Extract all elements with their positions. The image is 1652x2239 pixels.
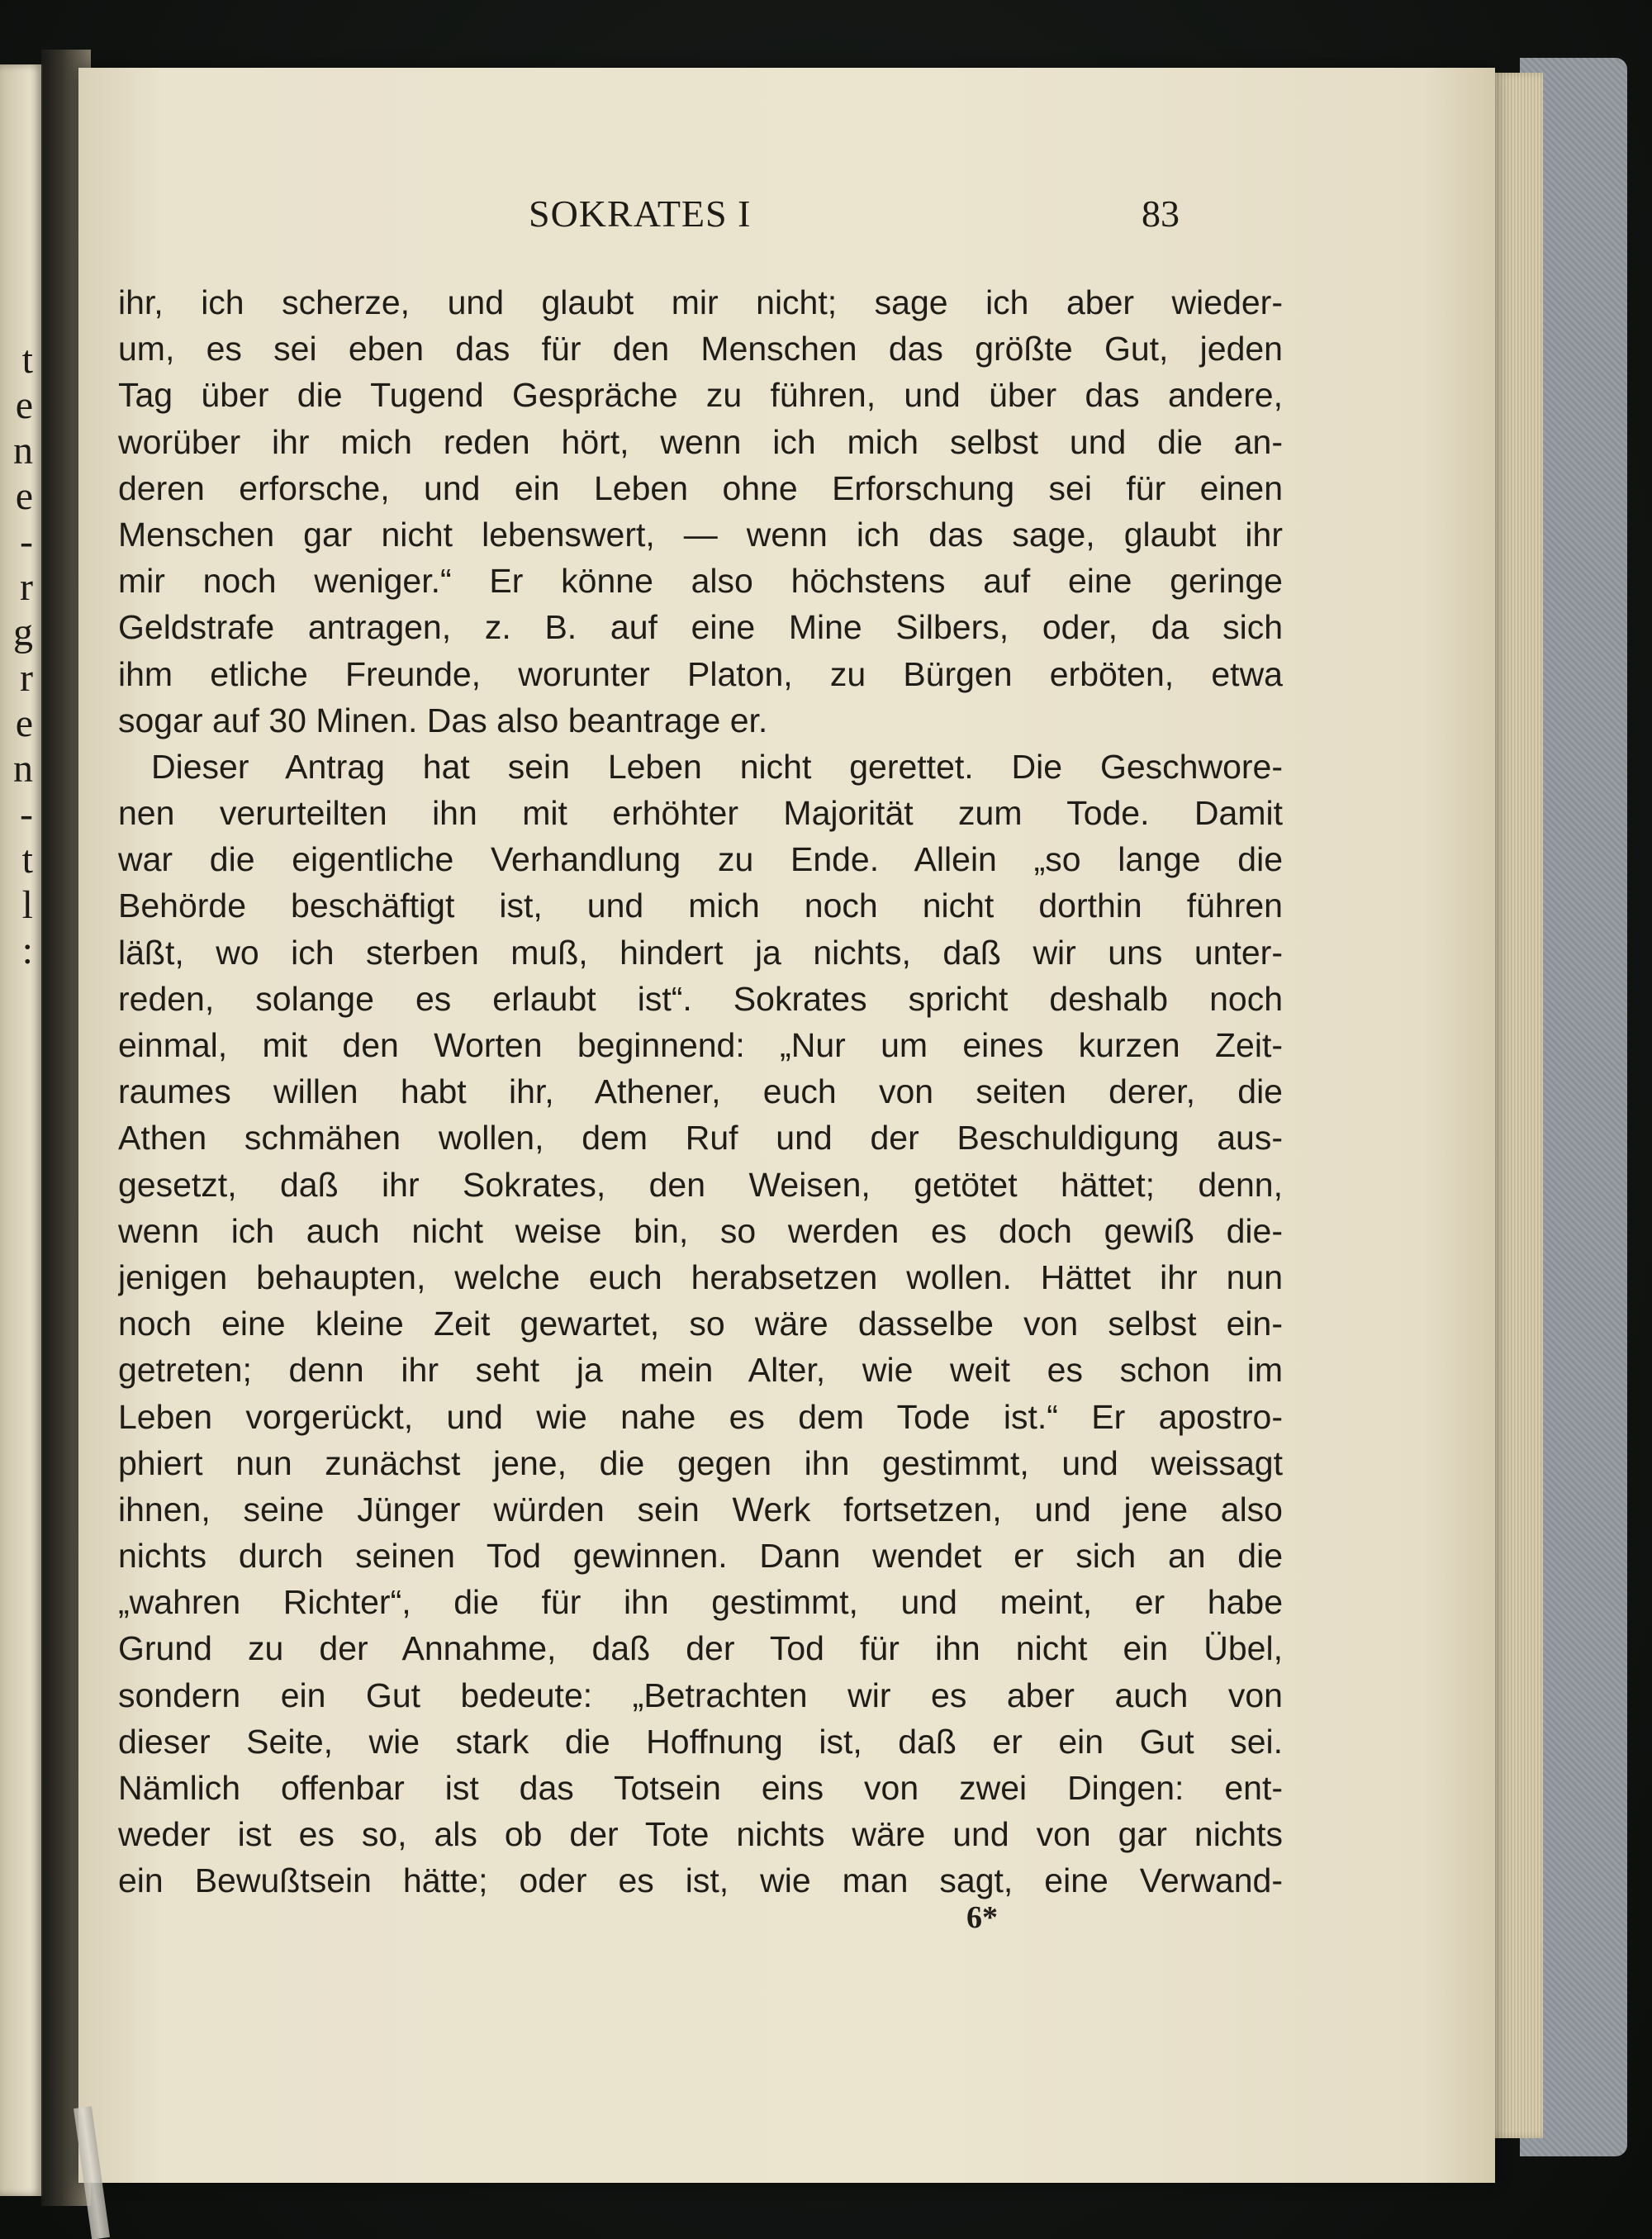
text-line: Tag über die Tugend Gespräche zu führen, und über das andere, — [118, 376, 1283, 415]
text-line: phiert nun zunächst jene, die gegen ihn gestimmt, und weissagt — [118, 1443, 1283, 1482]
text-line: reden, solange es erlaubt ist“. Sokrates spricht deshalb noch — [118, 979, 1283, 1018]
running-head-title: SOKRATES I — [529, 193, 752, 235]
left-edge-glyph: - — [20, 792, 33, 836]
text-line: Nämlich offenbar ist das Totsein eins von zwei Dingen: ent- — [118, 1769, 1283, 1807]
text-line: Geldstrafe antragen, z. B. auf eine Mine Silbers, oder, da sich — [118, 608, 1283, 647]
text-line: Grund zu der Annahme, daß der Tod für ihn nicht ein Übel, — [118, 1629, 1283, 1668]
left-edge-glyph: g — [13, 611, 33, 654]
text-line: ihm etliche Freunde, worunter Platon, zu Bürgen erböten, etwa — [118, 654, 1283, 693]
text-line: wenn ich auch nicht weise bin, so werden es doch gewiß die- — [118, 1211, 1283, 1250]
left-edge-glyph: : — [21, 929, 33, 972]
left-edge-glyph: e — [15, 701, 33, 745]
text-line: läßt, wo ich sterben muß, hindert ja nichts, daß wir uns unter- — [118, 933, 1283, 972]
left-edge-glyph: n — [13, 747, 33, 791]
text-line: getreten; denn ihr seht ja mein Alter, wie weit es schon im — [118, 1351, 1283, 1390]
text-line: noch eine kleine Zeit gewartet, so wäre dasselbe von selbst ein- — [118, 1305, 1283, 1343]
text-line: ein Bewußtsein hätte; oder es ist, wie man sagt, eine Verwand- — [118, 1861, 1283, 1900]
body-text — [118, 279, 1283, 1904]
text-line: Behörde beschäftigt ist, und mich noch nicht dorthin führen — [118, 887, 1283, 925]
text-line: sondern ein Gut bedeute: „Betrachten wir es aber auch von — [118, 1676, 1283, 1714]
text-line: mir noch weniger.“ Er könne also höchstens auf eine geringe — [118, 562, 1283, 601]
left-edge-glyph: r — [20, 656, 33, 700]
paragraph — [118, 279, 1283, 744]
text-line: um, es sei eben das für den Menschen das größte Gut, jeden — [118, 330, 1283, 368]
text-line: einmal, mit den Worten beginnend: „Nur um eines kurzen Zeit- — [118, 1026, 1283, 1064]
text-line: deren erforsche, und ein Leben ohne Erforschung sei für einen — [118, 468, 1283, 507]
text-line: worüber ihr mich reden hört, wenn ich mich selbst und die an- — [118, 422, 1283, 461]
text-line: dieser Seite, wie stark die Hoffnung ist, daß er ein Gut sei. — [118, 1722, 1283, 1761]
text-line: ihnen, seine Jünger würden sein Werk fortsetzen, und jene also — [118, 1490, 1283, 1528]
left-edge-glyph: t — [21, 838, 33, 882]
text-line: nen verurteilten ihn mit erhöhter Majorität zum Tode. Damit — [118, 794, 1283, 833]
text-line: war die eigentliche Verhandlung zu Ende. Allein „so lange die — [118, 840, 1283, 879]
left-edge-glyph: t — [21, 338, 33, 382]
text-line: Athen schmähen wollen, dem Ruf und der Beschuldigung aus- — [118, 1119, 1283, 1158]
paragraph — [118, 744, 1283, 1904]
text-line: raumes willen habt ihr, Athener, euch von seiten derer, die — [118, 1072, 1283, 1111]
text-line: Leben vorgerückt, und wie nahe es dem Tode ist.“ Er apostro- — [118, 1397, 1283, 1436]
text-line: Dieser Antrag hat sein Leben nicht gerettet. Die Geschwore- — [151, 747, 1283, 786]
left-facing-page — [0, 64, 43, 2196]
left-edge-glyph: l — [21, 883, 33, 927]
text-line: ihr, ich scherze, und glaubt mir nicht; sage ich aber wieder- — [118, 283, 1283, 321]
page-number: 83 — [1142, 193, 1180, 235]
left-page-edge-text — [0, 337, 33, 1494]
book-page — [78, 68, 1495, 2183]
left-edge-glyph: n — [13, 429, 33, 473]
text-line: weder ist es so, als ob der Tote nichts wäre und von gar nichts — [118, 1815, 1283, 1854]
text-line: nichts durch seinen Tod gewinnen. Dann wendet er sich an die — [118, 1537, 1283, 1576]
text-line: „wahren Richter“, die für ihn gestimmt, und meint, er habe — [118, 1583, 1283, 1622]
left-edge-glyph: e — [15, 474, 33, 518]
signature-mark: 6* — [966, 1900, 998, 1935]
text-line: jenigen behaupten, welche euch herabsetzen wollen. Hättet ihr nun — [118, 1257, 1283, 1296]
running-head — [78, 192, 1495, 258]
left-edge-glyph: - — [20, 520, 33, 563]
left-edge-glyph: r — [20, 565, 33, 609]
text-line: Menschen gar nicht lebenswert, — wenn ich das sage, glaubt ihr — [118, 515, 1283, 554]
left-edge-glyph: e — [15, 383, 33, 427]
text-line: gesetzt, daß ihr Sokrates, den Weisen, getötet hättet; denn, — [118, 1165, 1283, 1204]
text-line: sogar auf 30 Minen. Das also beantrage er. — [118, 701, 768, 739]
